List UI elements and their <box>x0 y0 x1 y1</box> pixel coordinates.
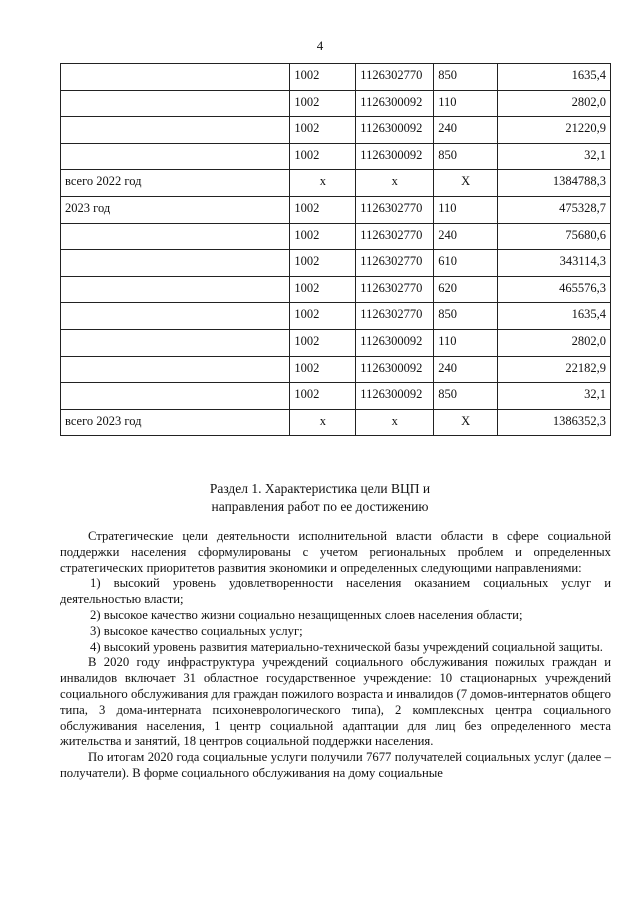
table-cell: 1126302770 <box>356 250 434 277</box>
table-total-row <box>61 409 611 436</box>
table-cell <box>61 90 290 117</box>
section-title-line-1: Раздел 1. Характеристика цели ВЦП и <box>209 481 431 496</box>
table-cell: 1002 <box>290 223 356 250</box>
table-cell: х <box>356 170 434 197</box>
table-row <box>61 64 611 91</box>
table-cell <box>61 276 290 303</box>
table-cell: 1002 <box>290 276 356 303</box>
paragraph: 4) высокий уровень развития материально-технической базы учреждений социальной защиты. <box>90 639 603 654</box>
table-cell: 1002 <box>290 303 356 330</box>
table-cell: х <box>356 409 434 436</box>
table-cell: 850 <box>434 64 498 91</box>
table-cell: 110 <box>434 196 498 223</box>
table-row <box>61 196 611 223</box>
table-row <box>61 143 611 170</box>
table-cell: 1386352,3 <box>498 409 611 436</box>
table-row <box>61 117 611 144</box>
table-cell: 1002 <box>290 90 356 117</box>
table-cell: 850 <box>434 303 498 330</box>
table-cell <box>61 329 290 356</box>
table-cell <box>61 250 290 277</box>
table-total-row <box>61 170 611 197</box>
table-cell: 465576,3 <box>498 276 611 303</box>
table-cell: 22182,9 <box>498 356 611 383</box>
section-title-line-2: направления работ по ее достижению <box>211 499 429 514</box>
table-cell: х <box>290 409 356 436</box>
table-cell: 32,1 <box>498 143 611 170</box>
body-text <box>60 529 611 782</box>
table-cell: 1002 <box>290 117 356 144</box>
table-cell: 850 <box>434 143 498 170</box>
table-cell: Х <box>434 409 498 436</box>
table-cell: 343114,3 <box>498 250 611 277</box>
table-cell <box>61 223 290 250</box>
table-cell: 1002 <box>290 250 356 277</box>
table-cell <box>61 117 290 144</box>
table-cell: 1635,4 <box>498 303 611 330</box>
paragraph: 2) высокое качество жизни социально незащищенных слоев населения области; <box>90 607 523 622</box>
table-cell: 2802,0 <box>498 90 611 117</box>
table-cell: 240 <box>434 223 498 250</box>
paragraph: Стратегические цели деятельности исполнительной власти области в сфере социальной поддержки населения сформулированы с учетом региональных проблем и определенных стратегических приоритетов развития экономики и определенных следующими направлениями: <box>60 529 611 575</box>
table-cell: 2802,0 <box>498 329 611 356</box>
section-title <box>0 480 640 516</box>
table-cell: 620 <box>434 276 498 303</box>
table-cell: 1002 <box>290 143 356 170</box>
table-cell <box>61 303 290 330</box>
table-cell: 1002 <box>290 383 356 410</box>
table-cell: 1126300092 <box>356 356 434 383</box>
table-cell: Х <box>434 170 498 197</box>
table-cell: 110 <box>434 329 498 356</box>
table-cell: 610 <box>434 250 498 277</box>
table-cell: 21220,9 <box>498 117 611 144</box>
page-number: 4 <box>316 38 324 53</box>
table-cell: 850 <box>434 383 498 410</box>
table-row <box>61 383 611 410</box>
table-cell <box>61 143 290 170</box>
table-row <box>61 90 611 117</box>
paragraph: По итогам 2020 года социальные услуги получили 7677 получателей социальных услуг (далее – получатели). В форме социального обслуживания на дому социальные <box>60 750 611 780</box>
table-row <box>61 356 611 383</box>
table-row <box>61 250 611 277</box>
table-cell: 1126302770 <box>356 196 434 223</box>
table-cell: 110 <box>434 90 498 117</box>
table-cell: 1126300092 <box>356 329 434 356</box>
table-cell: 1126302770 <box>356 276 434 303</box>
table-cell: 32,1 <box>498 383 611 410</box>
table-cell: 240 <box>434 117 498 144</box>
table-row <box>61 276 611 303</box>
table-cell: 475328,7 <box>498 196 611 223</box>
table-cell: 1126300092 <box>356 90 434 117</box>
table-cell <box>61 356 290 383</box>
table-cell: 1002 <box>290 329 356 356</box>
table-row <box>61 223 611 250</box>
table-cell: 1126302770 <box>356 303 434 330</box>
table-row <box>61 329 611 356</box>
table-cell: 75680,6 <box>498 223 611 250</box>
table-cell: 1384788,3 <box>498 170 611 197</box>
table-cell: 1126300092 <box>356 143 434 170</box>
table-cell: 1126302770 <box>356 64 434 91</box>
table-cell: х <box>290 170 356 197</box>
table-cell: 2023 год <box>61 196 290 223</box>
table-cell: всего 2022 год <box>61 170 290 197</box>
table-cell <box>61 383 290 410</box>
paragraph: 3) высокое качество социальных услуг; <box>90 623 303 638</box>
table-cell: 1126302770 <box>356 223 434 250</box>
table-cell: 1002 <box>290 64 356 91</box>
table-cell <box>61 64 290 91</box>
table-cell: 1635,4 <box>498 64 611 91</box>
table-cell: всего 2023 год <box>61 409 290 436</box>
table-cell: 1002 <box>290 356 356 383</box>
paragraph: 1) высокий уровень удовлетворенности населения оказанием социальных услуг и деятельностью власти; <box>60 576 611 607</box>
table-cell: 1126300092 <box>356 383 434 410</box>
table-cell: 240 <box>434 356 498 383</box>
paragraph: В 2020 году инфраструктура учреждений социального обслуживания пожилых граждан и инвалидов включает 31 областное государственное учреждение: 10 стационарных учреждений социального обслуживания для граждан пожилого возраста и инвалидов (7 домов-интернатов общего типа, 3 дома-интерната психоневрологического типа), 2 комплексных центра социального обслуживания населения, 1 центр социальной адаптации для лиц без определенного места жительства и занятий, 18 центров социальной поддержки населения. <box>60 655 611 749</box>
table-cell: 1002 <box>290 196 356 223</box>
table-row <box>61 303 611 330</box>
table-cell: 1126300092 <box>356 117 434 144</box>
budget-table <box>60 63 611 436</box>
